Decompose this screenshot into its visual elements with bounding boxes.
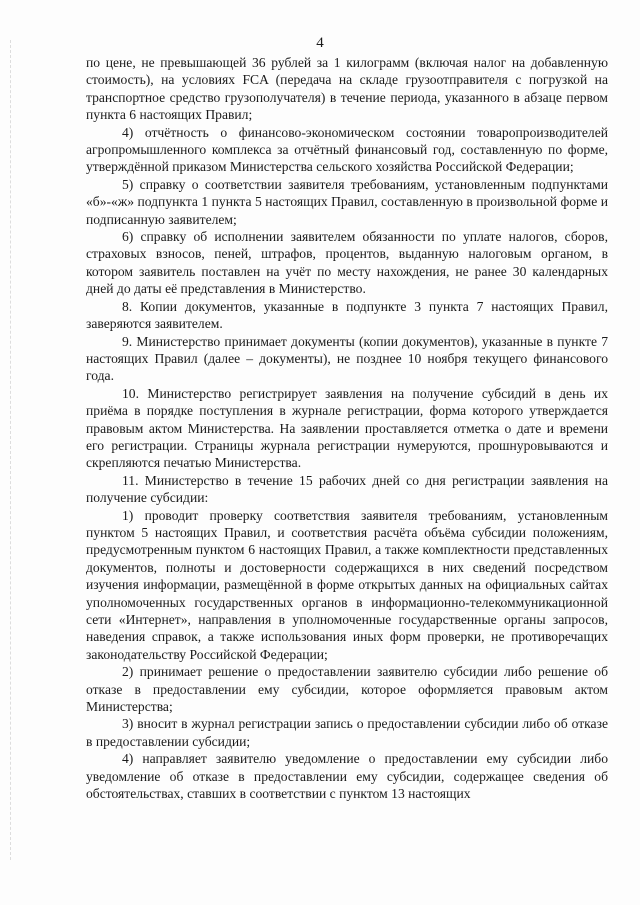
paragraph-clause-10: 10. Министерство регистрирует заявления на получение субсидий в день их приёма в порядке поступления в журнале регистрации, форма которого утверждается правовым актом Министерства. На заявлении проставляется отметка о дате и времени его регистрации. Страницы журнала регистрации нумеруются, прошнуровываются и скрепляются печатью Министерства.: [86, 385, 608, 471]
page-number: 4: [316, 35, 324, 51]
paragraph-clause-8: 8. Копии документов, указанные в подпункте 3 пункта 7 настоящих Правил, заверяются заявителем.: [86, 298, 608, 332]
paragraph-item-4: 4) отчётность о финансово-экономическом состоянии товаропроизводителей агропромышленного комплекса за отчётный финансовый год, составленную по форме, утверждённой приказом Министерства сельского хозяйства Российской Федерации;: [86, 124, 608, 175]
paragraph-subitem-1: 1) проводит проверку соответствия заявителя требованиям, установленным пунктом 5 настоящих Правил, и соответствия расчёта объёма субсидии положениям, предусмотренным пунктом 6 настоящих Правил, а также комплектности представленных документов, полноты и достоверности содержащихся в них сведений посредством изучения информации, размещённой в форме открытых данных на официальных сайтах уполномоченных государственных органов в информационно-телекоммуникационной сети «Интернет», направления в уполномоченные государственные органы запросов, наведения справок, а также использования иных форм проверки, не противоречащих законодательству Российской Федерации;: [86, 507, 608, 662]
paragraph-subitem-3: 3) вносит в журнал регистрации запись о предоставлении субсидии либо об отказе в предоставлении субсидии;: [86, 716, 608, 749]
paragraph-clause-11: 11. Министерство в течение 15 рабочих дней со дня регистрации заявления на получение субсидии:: [86, 472, 608, 506]
paragraph-item-6: 6) справку об исполнении заявителем обязанности по уплате налогов, сборов, страховых взносов, пеней, штрафов, процентов, выданную налоговым органом, в котором заявитель поставлен на учёт по месту нахождения, не ранее 30 календарных дней до даты её представления в Министерство.: [86, 229, 608, 297]
paragraph-subitem-2: 2) принимает решение о предоставлении заявителю субсидии либо решение об отказе в предоставлении ему субсидии, которое оформляется правовым актом Министерства;: [86, 664, 608, 715]
document-body: [86, 54, 608, 802]
paragraph-item-5: 5) справку о соответствии заявителя требованиям, установленным подпунктами «б»-«ж» подпункта 1 пункта 5 настоящих Правил, составленную в произвольной форме и подписанную заявителем;: [86, 176, 608, 227]
scan-edge-line: [10, 40, 12, 860]
paragraph-subitem-4: 4) направляет заявителю уведомление о предоставлении ему субсидии либо уведомление об отказе в предоставлении ему субсидии, содержащее сведения об обстоятельствах, ставших в соответствии с пунктом 13 настоящих: [86, 751, 608, 802]
paragraph-continuation: по цене, не превышающей 36 рублей за 1 килограмм (включая налог на добавленную стоимость), на условиях FCA (передача на складе грузоотправителя с погрузкой на транспортное средство грузополучателя) в течение периода, указанного в абзаце первом пункта 6 настоящих Правил;: [86, 55, 608, 123]
paragraph-clause-9: 9. Министерство принимает документы (копии документов), указанные в пункте 7 настоящих Правил (далее – документы), не позднее 10 ноября текущего финансового года.: [86, 333, 608, 384]
